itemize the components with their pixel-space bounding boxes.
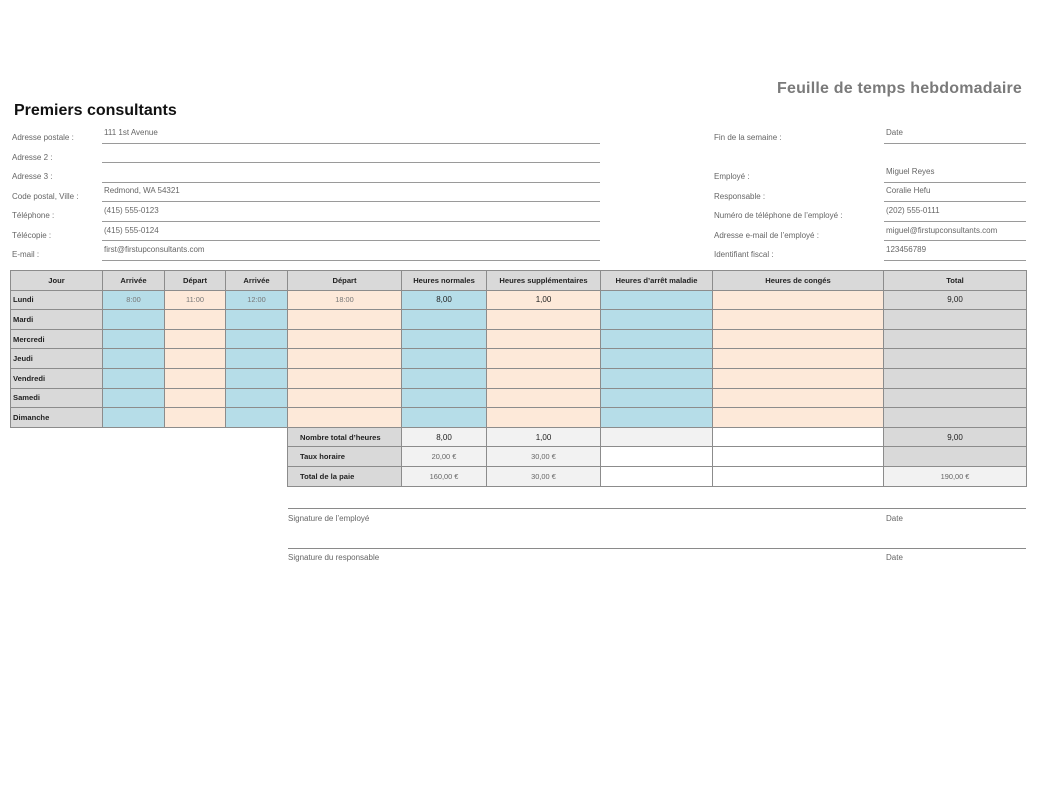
field-underline [884,240,1026,241]
sick-rate[interactable] [601,447,713,467]
tax-id-value[interactable]: 123456789 [886,245,927,254]
arrival-1-cell[interactable] [103,310,165,330]
overtime-hours-cell[interactable] [487,329,601,349]
header-departure-2: Départ [288,271,402,291]
address3-label: Adresse 3 : [12,172,53,181]
arrival-2-cell[interactable] [226,349,288,369]
grand-total-hours: 9,00 [884,427,1027,447]
table-row [11,408,1027,428]
field-underline [102,260,600,261]
total-cell [884,349,1027,369]
departure-2-cell[interactable] [288,349,402,369]
total-sick-hours [601,427,713,447]
departure-2-cell[interactable] [288,310,402,330]
arrival-1-cell[interactable] [103,349,165,369]
header-total: Total [884,271,1027,291]
total-hours-label: Nombre total d’heures [288,427,402,447]
total-cell [884,310,1027,330]
overtime-rate[interactable]: 30,00 € [487,447,601,467]
day-cell: Samedi [11,388,103,408]
overtime-hours-cell[interactable] [487,310,601,330]
field-underline [102,143,600,144]
company-name: Premiers consultants [14,102,177,119]
total-cell [884,368,1027,388]
week-end-label: Fin de la semaine : [714,133,782,142]
grand-total-pay: 190,00 € [884,466,1027,486]
manager-signature-date-label: Date [886,553,903,562]
departure-1-cell[interactable] [165,310,226,330]
regular-rate[interactable]: 20,00 € [402,447,487,467]
employee-signature-label: Signature de l’employé [288,514,370,523]
arrival-1-cell[interactable] [103,388,165,408]
total-overtime-hours: 1,00 [487,427,601,447]
employee-phone-label: Numéro de téléphone de l’employé : [714,211,843,220]
day-cell: Mardi [11,310,103,330]
sick-hours-cell[interactable] [601,290,713,310]
arrival-2-cell[interactable] [226,408,288,428]
table-header-row [11,271,1027,291]
departure-2-cell[interactable] [288,388,402,408]
regular-hours-cell[interactable] [402,368,487,388]
day-cell: Mercredi [11,329,103,349]
vacation-hours-cell[interactable] [713,290,884,310]
overtime-hours-cell[interactable] [487,368,601,388]
vacation-hours-cell[interactable] [713,388,884,408]
summary-row-total-hours [11,427,1027,447]
sick-hours-cell[interactable] [601,408,713,428]
departure-1-cell[interactable] [165,349,226,369]
day-cell: Lundi [11,290,103,310]
departure-1-cell[interactable] [165,368,226,388]
total-cell [884,408,1027,428]
total-cell [884,329,1027,349]
field-underline [884,221,1026,222]
total-cell: 9,00 [884,290,1027,310]
field-underline [884,201,1026,202]
header-departure-1: Départ [165,271,226,291]
regular-hours-cell[interactable] [402,408,487,428]
day-cell: Dimanche [11,408,103,428]
phone-value[interactable]: (415) 555-0123 [104,206,159,215]
postal-city-label: Code postal, Ville : [12,192,79,201]
address-value[interactable]: 111 1st Avenue [104,128,158,137]
employee-email-value[interactable]: miguel@firstupconsultants.com [886,226,998,235]
regular-hours-cell[interactable] [402,329,487,349]
address2-label: Adresse 2 : [12,153,53,162]
vacation-hours-cell[interactable] [713,329,884,349]
departure-2-cell[interactable] [288,408,402,428]
fax-label: Télécopie : [12,231,52,240]
manager-signature-label: Signature du responsable [288,553,380,562]
arrival-1-cell[interactable] [103,368,165,388]
table-row [11,349,1027,369]
arrival-2-cell[interactable]: 12:00 [226,290,288,310]
vacation-hours-cell[interactable] [713,349,884,369]
vacation-pay [713,466,884,486]
sick-hours-cell[interactable] [601,388,713,408]
field-underline [884,260,1026,261]
field-underline [102,201,600,202]
departure-1-cell[interactable] [165,388,226,408]
vacation-hours-cell[interactable] [713,310,884,330]
tax-id-label: Identifiant fiscal : [714,250,774,259]
arrival-2-cell[interactable] [226,329,288,349]
regular-hours-cell[interactable] [402,388,487,408]
total-pay-label: Total de la paie [288,466,402,486]
sick-hours-cell[interactable] [601,310,713,330]
employee-value[interactable]: Miguel Reyes [886,167,935,176]
arrival-2-cell[interactable] [226,388,288,408]
header-overtime-hours: Heures supplémentaires [487,271,601,291]
table-row [11,368,1027,388]
address-label: Adresse postale : [12,133,74,142]
employee-signature-line[interactable] [288,548,1026,549]
header-sick-hours: Heures d’arrêt maladie [601,271,713,291]
postal-city-value[interactable]: Redmond, WA 54321 [104,186,180,195]
overtime-hours-cell[interactable]: 1,00 [487,290,601,310]
overtime-hours-cell[interactable] [487,349,601,369]
arrival-2-cell[interactable] [226,310,288,330]
total-vacation-hours [713,427,884,447]
field-underline [102,182,600,183]
manager-value[interactable]: Coralie Hefu [886,186,931,195]
overtime-hours-cell[interactable] [487,408,601,428]
departure-2-cell[interactable]: 18:00 [288,290,402,310]
document-title: Feuille de temps hebdomadaire [777,80,1022,97]
summary-row-rate [11,447,1027,467]
header-arrival-1: Arrivée [103,271,165,291]
day-cell: Jeudi [11,349,103,369]
field-underline [102,240,600,241]
hourly-rate-label: Taux horaire [288,447,402,467]
phone-label: Téléphone : [12,211,55,220]
arrival-1-cell[interactable]: 8:00 [103,290,165,310]
departure-2-cell[interactable] [288,329,402,349]
overtime-hours-cell[interactable] [487,388,601,408]
sick-hours-cell[interactable] [601,368,713,388]
field-underline [102,221,600,222]
departure-1-cell[interactable]: 11:00 [165,290,226,310]
arrival-1-cell[interactable] [103,408,165,428]
employee-signature-date-label: Date [886,514,903,523]
summary-row-pay [11,466,1027,486]
overtime-pay: 30,00 € [487,466,601,486]
manager-label: Responsable : [714,192,766,201]
regular-hours-cell[interactable] [402,310,487,330]
vacation-rate[interactable] [713,447,884,467]
table-row [11,388,1027,408]
header-day: Jour [11,271,103,291]
table-row [11,329,1027,349]
week-end-value[interactable]: Date [886,128,903,137]
table-row [11,290,1027,310]
field-underline [884,182,1026,183]
vacation-hours-cell[interactable] [713,408,884,428]
field-underline [884,143,1026,144]
day-cell: Vendredi [11,368,103,388]
header-vacation-hours: Heures de congés [713,271,884,291]
sick-pay [601,466,713,486]
header-arrival-2: Arrivée [226,271,288,291]
header-regular-hours: Heures normales [402,271,487,291]
employee-email-label: Adresse e-mail de l’employé : [714,231,819,240]
rate-total [884,447,1027,467]
arrival-2-cell[interactable] [226,368,288,388]
field-underline [102,162,600,163]
regular-hours-cell[interactable]: 8,00 [402,290,487,310]
fax-value[interactable]: (415) 555-0124 [104,226,159,235]
signature-top-line [288,508,1026,509]
employee-phone-value[interactable]: (202) 555-0111 [886,206,940,215]
timesheet-table [10,270,1027,487]
email-value[interactable]: first@firstupconsultants.com [104,245,205,254]
email-label: E-mail : [12,250,40,259]
departure-1-cell[interactable] [165,329,226,349]
employee-label: Employé : [714,172,750,181]
total-cell [884,388,1027,408]
vacation-hours-cell[interactable] [713,368,884,388]
regular-pay: 160,00 € [402,466,487,486]
total-regular-hours: 8,00 [402,427,487,447]
regular-hours-cell[interactable] [402,349,487,369]
table-row [11,310,1027,330]
arrival-1-cell[interactable] [103,329,165,349]
sick-hours-cell[interactable] [601,329,713,349]
sick-hours-cell[interactable] [601,349,713,369]
departure-2-cell[interactable] [288,368,402,388]
departure-1-cell[interactable] [165,408,226,428]
